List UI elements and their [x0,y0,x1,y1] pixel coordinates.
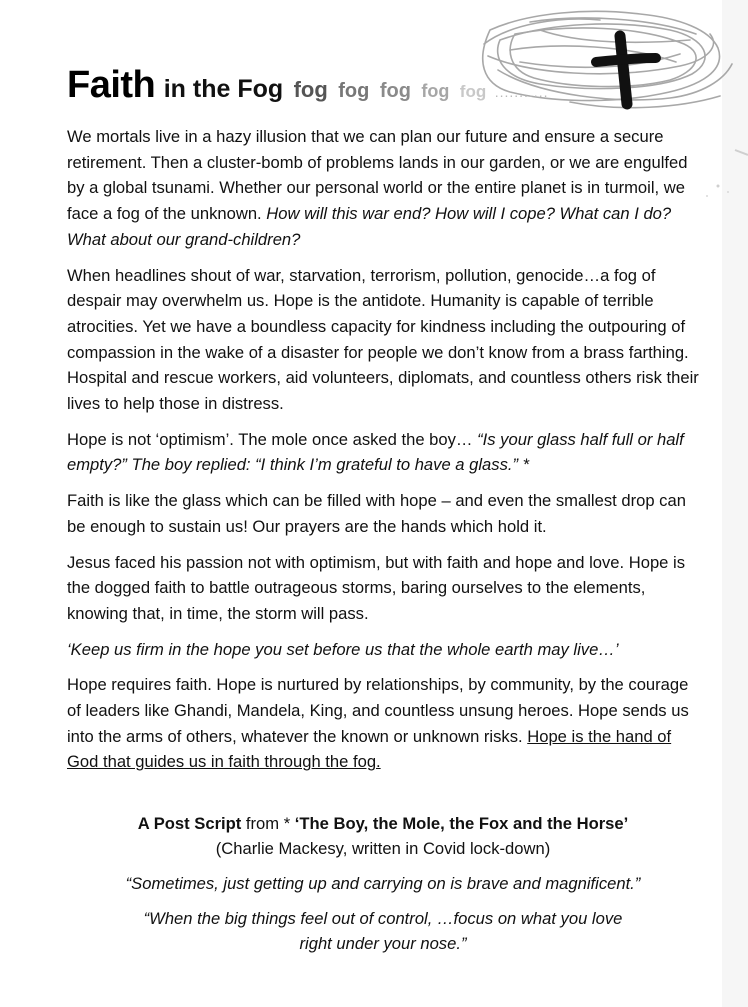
post-script-section [67,811,699,966]
post-script-from: from * [241,814,295,833]
paragraph-2: When headlines shout of war, starvation, terrorism, pollution, genocide…a fog of despair may overwhelm us. Hope is the antidote. Humanity is capable of terrible atrocities. Yet we have a boundless capacity for kindness including the outpouring of compassion in the wake of a disaster for people we don’t know from a brass farthing. Hospital and rescue workers, aid volunteers, diplomats, and countless others risk their lives to help those in distress. [67,265,699,414]
title-fog-echo: fog [421,81,450,101]
title-fog-echo: fog [379,80,411,102]
quote-1: “Sometimes, just getting up and carrying on is brave and magnificent.” [125,874,641,893]
book-attribution: (Charlie Mackesy, written in Covid lock-down) [215,839,551,858]
page-title [67,64,548,107]
paragraph-4: Faith is like the glass which can be filled with hope – and even the smallest drop can be enough to sustain us! Our prayers are the hands which hold it. [67,491,686,536]
title-fog-echo: fog [459,82,487,101]
paragraph-7-underlined: Hope is the hand of God that guides us in faith through the fog. [67,726,672,772]
paragraph-1-questions: How will this war end? How will I cope? What can I do? What about our grand-children? [67,204,672,249]
prayer-line: ‘Keep us firm in the hope you set before us that the whole earth may live…’ [67,639,619,659]
title-faith: Faith [67,64,156,106]
quote-2-line-1: “When the big things feel out of control, …focus on what you love [143,909,623,928]
paragraph-3 [67,427,699,478]
paragraph-3-quote: “Is your glass half full or half empty?” The boy replied: “I think I’m grateful to have a glass.” * [67,429,684,475]
paragraph-1 [67,124,699,253]
cross-icon [596,36,656,104]
paragraph-1-text: We mortals live in a hazy illusion that we can plan our future and ensure a secure retirement. Then a cluster-bomb of problems lands in our garden, or we are engulfed by a global tsunami. Whether our personal world or the entire planet is in turmoil, we face a fog of the unknown. [67,127,688,224]
article-body [67,124,699,785]
book-title: ‘The Boy, the Mole, the Fox and the Horse’ [294,814,629,833]
paragraph-3-text: Hope is not ‘optimism’. The mole once asked the boy… [67,429,478,449]
quote-2 [67,906,699,956]
paragraph-7 [67,672,699,775]
post-script-header [67,811,699,861]
paragraph-5: Jesus faced his passion not with optimism, but with faith and hope and love. Hope is the dogged faith to battle outrageous storms, baring ourselves to the elements, knowing that, in time, the storm will pass. [67,552,686,623]
title-fog-echo: fog [293,77,328,102]
title-fog-echo: fog [338,80,370,102]
quote-2-line-2: right under your nose.” [299,934,467,953]
title-fade-dots: ........... [494,84,549,100]
paragraph-7-text: Hope requires faith. Hope is nurtured by relationships, by community, by the courage of leaders like Ghandi, Mandela, King, and countless unsung heroes. Hope sends us into the arms of others, whatever the known or unknown risks. [67,675,689,746]
title-in-the-fog: in the Fog [163,75,284,103]
post-script-label: A Post Script [137,814,242,833]
